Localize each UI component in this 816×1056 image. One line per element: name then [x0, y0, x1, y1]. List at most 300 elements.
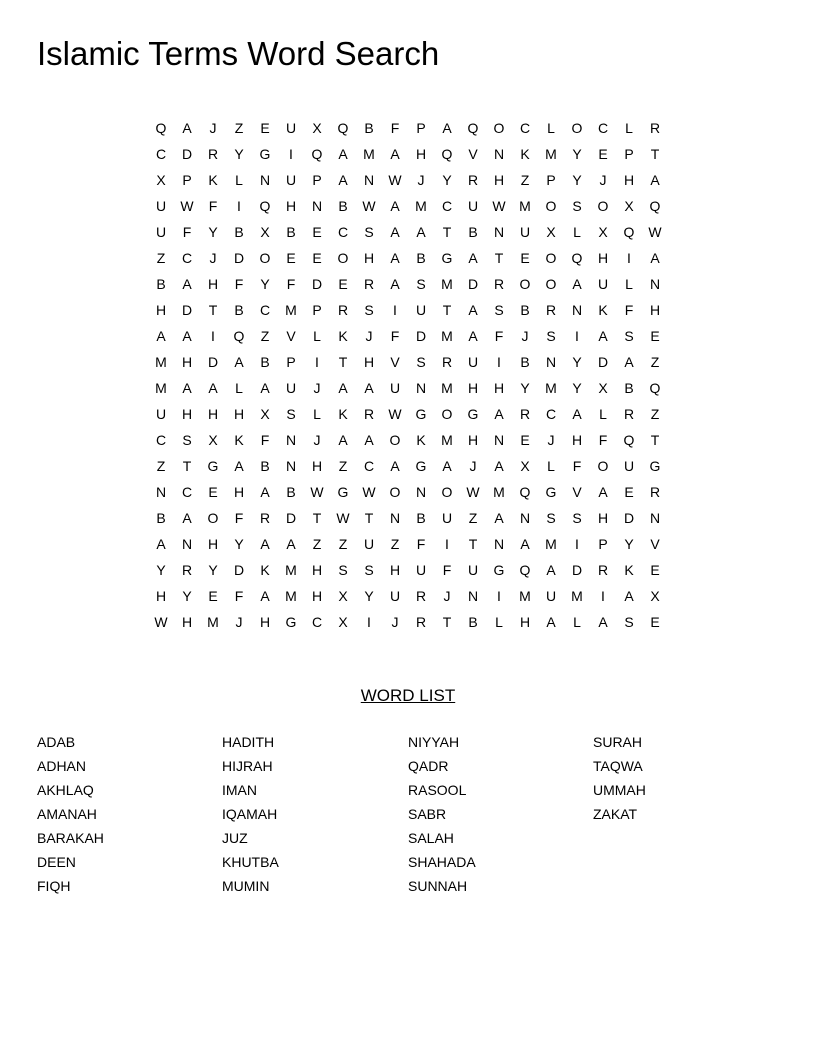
grid-row — [148, 349, 668, 375]
grid-letter: M — [545, 380, 557, 396]
grid-letter: L — [313, 328, 321, 344]
grid-letter: Q — [571, 250, 583, 266]
grid-letter: U — [285, 380, 297, 396]
word-list-item: AMANAH — [37, 806, 97, 822]
grid-letter: J — [209, 250, 217, 266]
grid-letter: U — [285, 172, 297, 188]
grid-letter: H — [207, 406, 219, 422]
grid-letter: U — [545, 588, 557, 604]
grid-letter: A — [234, 354, 244, 370]
grid-letter: F — [416, 536, 426, 552]
word-list-item: HIJRAH — [222, 758, 273, 774]
grid-letter: W — [336, 510, 350, 526]
grid-letter: S — [546, 328, 556, 344]
grid-letter: R — [207, 146, 219, 162]
grid-letter: Q — [155, 120, 167, 136]
grid-letter: I — [237, 198, 241, 214]
grid-letter: I — [289, 146, 293, 162]
grid-letter: A — [286, 536, 296, 552]
grid-letter: L — [625, 276, 633, 292]
grid-letter: Z — [156, 250, 166, 266]
grid-letter: D — [181, 146, 193, 162]
grid-letter: N — [519, 510, 531, 526]
grid-letter: A — [442, 458, 452, 474]
grid-letter: T — [312, 510, 322, 526]
grid-letter: Y — [156, 562, 166, 578]
grid-letter: A — [494, 510, 504, 526]
grid-letter: N — [571, 302, 583, 318]
grid-letter: Y — [572, 146, 582, 162]
grid-letter: W — [362, 484, 376, 500]
grid-letter: R — [337, 302, 349, 318]
grid-letter: M — [441, 432, 453, 448]
grid-letter: P — [624, 146, 634, 162]
grid-letter: A — [650, 250, 660, 266]
grid-letter: H — [155, 588, 167, 604]
grid-letter: A — [182, 276, 192, 292]
grid-letter: W — [310, 484, 324, 500]
grid-letter: R — [415, 614, 427, 630]
grid-letter: W — [466, 484, 480, 500]
grid-letter: T — [650, 432, 660, 448]
grid-letter: J — [417, 172, 425, 188]
grid-letter: Y — [624, 536, 634, 552]
grid-letter: A — [364, 432, 374, 448]
grid-letter: Q — [233, 328, 245, 344]
grid-letter: I — [393, 302, 397, 318]
grid-row — [148, 323, 668, 349]
word-list-item: ADHAN — [37, 758, 87, 774]
grid-letter: E — [312, 250, 322, 266]
grid-row — [148, 115, 668, 141]
grid-letter: Y — [520, 380, 530, 396]
grid-letter: E — [338, 276, 348, 292]
grid-letter: O — [545, 198, 557, 214]
word-list-item: NIYYAH — [408, 734, 460, 750]
grid-letter: B — [156, 510, 166, 526]
grid-letter: M — [285, 588, 297, 604]
grid-letter: J — [365, 328, 373, 344]
grid-letter: A — [390, 458, 400, 474]
grid-letter: R — [493, 276, 505, 292]
grid-letter: A — [156, 536, 166, 552]
grid-letter: G — [467, 406, 479, 422]
grid-letter: A — [442, 120, 452, 136]
grid-letter: Y — [572, 172, 582, 188]
grid-letter: H — [519, 614, 531, 630]
grid-letter: O — [545, 250, 557, 266]
grid-letter: H — [571, 432, 583, 448]
grid-letter: U — [467, 562, 479, 578]
word-list-item: ADAB — [37, 734, 76, 750]
grid-letter: R — [649, 484, 661, 500]
grid-letter: M — [415, 198, 427, 214]
grid-letter: F — [234, 588, 244, 604]
grid-letter: A — [598, 328, 608, 344]
grid-letter: U — [519, 224, 531, 240]
grid-letter: Y — [208, 562, 218, 578]
word-list-item: MUMIN — [222, 878, 270, 894]
grid-letter: B — [468, 224, 478, 240]
grid-row — [148, 375, 668, 401]
grid-letter: O — [519, 276, 531, 292]
grid-letter: U — [441, 510, 453, 526]
grid-letter: S — [572, 198, 582, 214]
grid-letter: X — [546, 224, 556, 240]
grid-letter: X — [338, 614, 348, 630]
word-list-item: JUZ — [222, 830, 248, 846]
grid-letter: U — [415, 302, 427, 318]
word-list-item: QADR — [408, 758, 449, 774]
grid-letter: J — [235, 614, 243, 630]
grid-letter: Y — [572, 380, 582, 396]
grid-letter: Q — [259, 198, 271, 214]
grid-letter: M — [441, 380, 453, 396]
grid-letter: U — [467, 198, 479, 214]
grid-letter: B — [286, 484, 296, 500]
grid-letter: H — [155, 302, 167, 318]
grid-letter: A — [598, 484, 608, 500]
grid-letter: I — [315, 354, 319, 370]
grid-row — [148, 583, 668, 609]
grid-letter: J — [599, 172, 607, 188]
grid-letter: N — [285, 458, 297, 474]
grid-letter: K — [208, 172, 218, 188]
word-list-heading: WORD LIST — [360, 686, 456, 705]
grid-letter: W — [362, 198, 376, 214]
grid-letter: H — [597, 250, 609, 266]
grid-letter: O — [337, 250, 349, 266]
grid-letter: E — [208, 484, 218, 500]
grid-letter: A — [208, 380, 218, 396]
grid-letter: N — [649, 276, 661, 292]
grid-letter: U — [155, 406, 167, 422]
grid-letter: A — [182, 510, 192, 526]
word-list-item: DEEN — [37, 854, 76, 870]
grid-letter: T — [442, 614, 452, 630]
grid-letter: R — [441, 354, 453, 370]
grid-letter: D — [233, 250, 245, 266]
grid-letter: D — [285, 510, 297, 526]
grid-letter: K — [338, 328, 348, 344]
grid-letter: P — [546, 172, 556, 188]
grid-letter: F — [442, 562, 452, 578]
grid-row — [148, 219, 668, 245]
grid-letter: H — [415, 146, 427, 162]
grid-letter: Z — [156, 458, 166, 474]
grid-letter: N — [493, 536, 505, 552]
grid-letter: R — [519, 406, 531, 422]
grid-letter: Q — [441, 146, 453, 162]
grid-letter: I — [627, 250, 631, 266]
grid-letter: T — [494, 250, 504, 266]
grid-row — [148, 505, 668, 531]
grid-letter: A — [468, 302, 478, 318]
grid-letter: P — [312, 172, 322, 188]
grid-letter: Y — [234, 146, 244, 162]
grid-letter: M — [285, 562, 297, 578]
grid-letter: M — [519, 588, 531, 604]
grid-letter: Z — [390, 536, 400, 552]
grid-letter: G — [415, 406, 427, 422]
word-list-item: AKHLAQ — [37, 782, 94, 798]
grid-letter: H — [311, 458, 323, 474]
grid-letter: S — [364, 302, 374, 318]
grid-letter: K — [598, 302, 608, 318]
grid-letter: H — [233, 484, 245, 500]
grid-letter: T — [442, 302, 452, 318]
grid-letter: B — [520, 354, 530, 370]
grid-letter: F — [572, 458, 582, 474]
grid-letter: Q — [311, 146, 323, 162]
grid-letter: U — [363, 536, 375, 552]
grid-letter: C — [519, 120, 531, 136]
grid-letter: W — [154, 614, 168, 630]
grid-letter: A — [364, 380, 374, 396]
grid-letter: G — [493, 562, 505, 578]
grid-letter: B — [416, 510, 426, 526]
grid-letter: M — [441, 276, 453, 292]
grid-letter: Y — [260, 276, 270, 292]
grid-letter: L — [235, 380, 243, 396]
grid-letter: W — [388, 172, 402, 188]
grid-letter: M — [493, 484, 505, 500]
grid-letter: G — [337, 484, 349, 500]
grid-letter: N — [493, 146, 505, 162]
grid-letter: X — [624, 198, 634, 214]
grid-letter: F — [182, 224, 192, 240]
grid-letter: J — [469, 458, 477, 474]
grid-letter: A — [520, 536, 530, 552]
grid-row — [148, 297, 668, 323]
grid-letter: R — [545, 302, 557, 318]
grid-letter: Q — [519, 484, 531, 500]
grid-letter: K — [520, 146, 530, 162]
grid-letter: J — [443, 588, 451, 604]
grid-letter: K — [338, 406, 348, 422]
grid-letter: T — [468, 536, 478, 552]
grid-letter: C — [311, 614, 323, 630]
grid-letter: U — [597, 276, 609, 292]
grid-letter: U — [415, 562, 427, 578]
grid-letter: D — [571, 562, 583, 578]
grid-letter: L — [599, 406, 607, 422]
grid-letter: G — [415, 458, 427, 474]
grid-letter: V — [650, 536, 660, 552]
grid-letter: M — [155, 380, 167, 396]
grid-letter: C — [259, 302, 271, 318]
grid-letter: Z — [338, 536, 348, 552]
grid-letter: B — [520, 302, 530, 318]
grid-letter: G — [207, 458, 219, 474]
grid-letter: A — [390, 250, 400, 266]
grid-letter: L — [573, 224, 581, 240]
grid-letter: H — [311, 588, 323, 604]
word-list-item: ZAKAT — [593, 806, 638, 822]
grid-letter: U — [155, 224, 167, 240]
grid-letter: C — [181, 250, 193, 266]
grid-letter: F — [208, 198, 218, 214]
grid-letter: A — [338, 172, 348, 188]
grid-letter: N — [389, 510, 401, 526]
grid-letter: A — [390, 276, 400, 292]
grid-letter: R — [415, 588, 427, 604]
grid-letter: H — [649, 302, 661, 318]
grid-row — [148, 401, 668, 427]
grid-row — [148, 245, 668, 271]
grid-letter: S — [416, 354, 426, 370]
grid-letter: S — [182, 432, 192, 448]
grid-letter: C — [597, 120, 609, 136]
grid-letter: T — [182, 458, 192, 474]
word-list-column-2 — [222, 730, 279, 898]
grid-letter: Z — [650, 354, 660, 370]
grid-letter: Q — [649, 380, 661, 396]
grid-letter: A — [572, 276, 582, 292]
word-list-item: BARAKAH — [37, 830, 104, 846]
grid-letter: H — [623, 172, 635, 188]
grid-letter: A — [390, 146, 400, 162]
grid-letter: A — [390, 224, 400, 240]
grid-letter: E — [650, 562, 660, 578]
word-list-item: SURAH — [593, 734, 643, 750]
letter-grid — [148, 115, 668, 635]
grid-letter: M — [545, 146, 557, 162]
word-list-item: IQAMAH — [222, 806, 278, 822]
grid-letter: M — [545, 536, 557, 552]
grid-letter: M — [207, 614, 219, 630]
grid-letter: C — [545, 406, 557, 422]
grid-letter: R — [597, 562, 609, 578]
grid-letter: B — [364, 120, 374, 136]
grid-letter: X — [598, 380, 608, 396]
grid-letter: A — [182, 380, 192, 396]
grid-letter: N — [181, 536, 193, 552]
grid-letter: D — [415, 328, 427, 344]
grid-letter: E — [208, 588, 218, 604]
grid-letter: I — [497, 354, 501, 370]
grid-letter: A — [546, 614, 556, 630]
grid-letter: A — [260, 380, 270, 396]
grid-letter: R — [181, 562, 193, 578]
grid-row — [148, 271, 668, 297]
grid-letter: X — [338, 588, 348, 604]
grid-letter: H — [467, 380, 479, 396]
grid-letter: Q — [519, 562, 531, 578]
grid-letter: F — [286, 276, 296, 292]
word-list-item: SALAH — [408, 830, 454, 846]
grid-letter: P — [598, 536, 608, 552]
grid-letter: S — [286, 406, 296, 422]
grid-letter: A — [260, 588, 270, 604]
grid-letter: H — [233, 406, 245, 422]
grid-letter: A — [182, 120, 192, 136]
grid-letter: A — [546, 562, 556, 578]
grid-letter: A — [156, 328, 166, 344]
grid-letter: H — [181, 406, 193, 422]
grid-letter: Z — [520, 172, 530, 188]
word-list-item: RASOOL — [408, 782, 467, 798]
grid-letter: F — [390, 120, 400, 136]
grid-letter: S — [546, 510, 556, 526]
grid-letter: L — [313, 406, 321, 422]
grid-letter: L — [573, 614, 581, 630]
grid-letter: U — [285, 120, 297, 136]
grid-letter: T — [442, 224, 452, 240]
grid-letter: J — [209, 120, 217, 136]
grid-letter: Q — [623, 224, 635, 240]
grid-letter: T — [364, 510, 374, 526]
grid-row — [148, 531, 668, 557]
grid-letter: H — [493, 380, 505, 396]
grid-letter: V — [390, 354, 400, 370]
grid-letter: B — [416, 250, 426, 266]
grid-letter: N — [493, 432, 505, 448]
grid-letter: B — [260, 458, 270, 474]
grid-letter: A — [494, 406, 504, 422]
grid-letter: N — [311, 198, 323, 214]
grid-letter: N — [363, 172, 375, 188]
grid-letter: X — [260, 406, 270, 422]
grid-letter: R — [467, 172, 479, 188]
grid-letter: N — [259, 172, 271, 188]
grid-letter: A — [338, 380, 348, 396]
grid-letter: C — [155, 146, 167, 162]
grid-letter: G — [649, 458, 661, 474]
grid-letter: S — [364, 224, 374, 240]
grid-letter: D — [623, 510, 635, 526]
word-list-item: FIQH — [37, 878, 71, 894]
grid-letter: T — [338, 354, 348, 370]
grid-letter: U — [467, 354, 479, 370]
grid-letter: X — [260, 224, 270, 240]
grid-letter: E — [520, 432, 530, 448]
grid-letter: O — [441, 406, 453, 422]
grid-letter: A — [468, 250, 478, 266]
grid-letter: O — [389, 432, 401, 448]
grid-letter: A — [234, 458, 244, 474]
grid-letter: B — [286, 224, 296, 240]
grid-letter: B — [234, 302, 244, 318]
grid-letter: M — [155, 354, 167, 370]
grid-letter: L — [495, 614, 503, 630]
grid-row — [148, 427, 668, 453]
grid-letter: O — [441, 484, 453, 500]
grid-letter: A — [390, 198, 400, 214]
grid-letter: K — [260, 562, 270, 578]
grid-letter: I — [575, 328, 579, 344]
word-list-column-3 — [408, 730, 476, 898]
word-list-item: HADITH — [222, 734, 275, 750]
grid-letter: V — [286, 328, 296, 344]
grid-letter: K — [234, 432, 244, 448]
grid-row — [148, 193, 668, 219]
grid-letter: R — [649, 120, 661, 136]
grid-letter: L — [547, 458, 555, 474]
grid-letter: N — [467, 588, 479, 604]
grid-letter: Q — [337, 120, 349, 136]
grid-letter: A — [468, 328, 478, 344]
word-list-item: UMMAH — [593, 782, 646, 798]
grid-letter: W — [492, 198, 506, 214]
grid-row — [148, 453, 668, 479]
grid-letter: A — [416, 224, 426, 240]
grid-letter: T — [650, 146, 660, 162]
grid-row — [148, 141, 668, 167]
grid-letter: C — [337, 224, 349, 240]
grid-letter: Y — [208, 224, 218, 240]
grid-letter: X — [650, 588, 660, 604]
